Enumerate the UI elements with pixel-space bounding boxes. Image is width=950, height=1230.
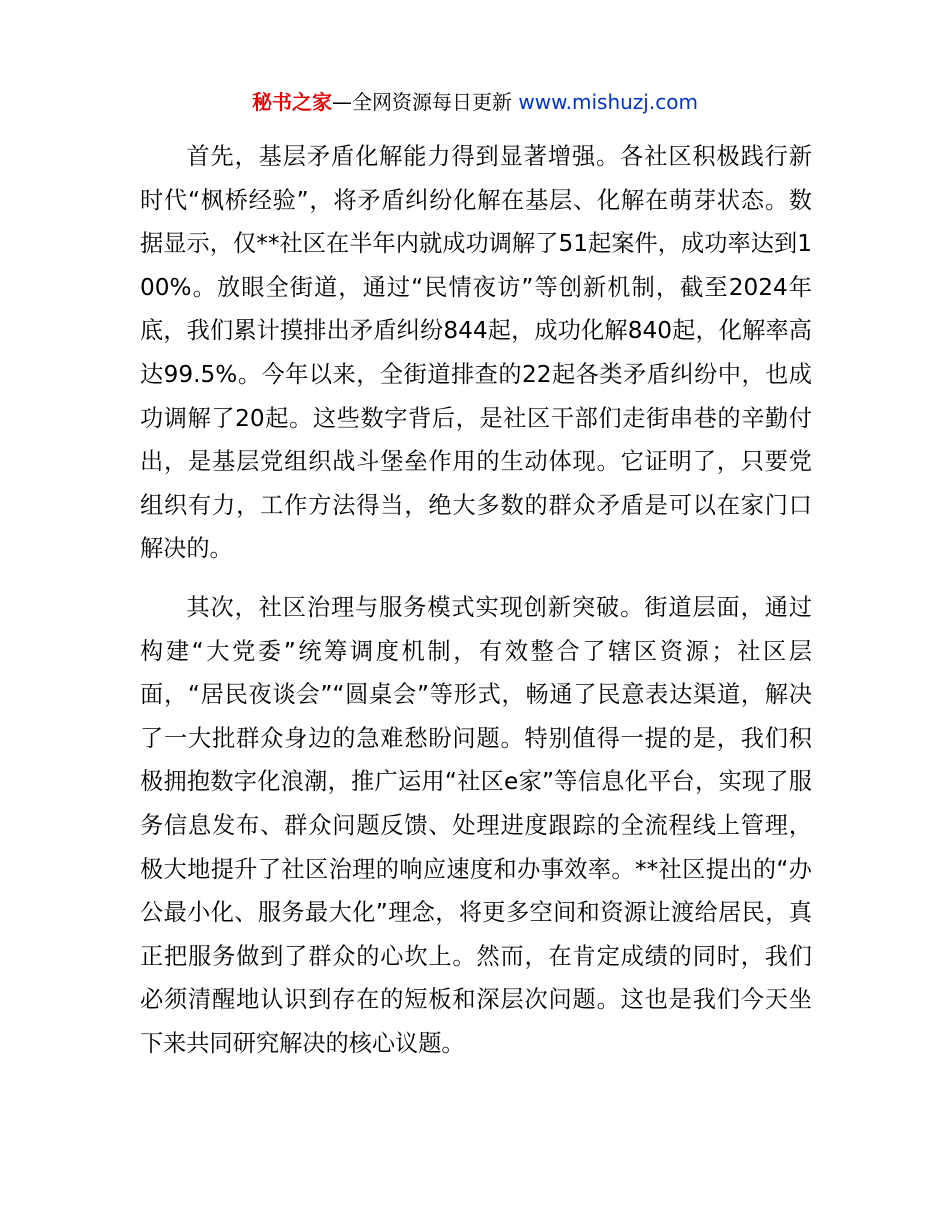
document-body <box>140 135 812 1065</box>
paragraph-1: 首先，基层矛盾化解能力得到显著增强。各社区积极践行新时代“枫桥经验”，将矛盾纠纷化解在基层、化解在萌芽状态。数据显示，仅**社区在半年内就成功调解了51起案件，成功率达到100%。放眼全街道，通过“民情夜访”等创新机制，截至2024年底，我们累计摸排出矛盾纠纷844起，成功化解840起，化解率高达99.5%。今年以来，全街道排查的22起各类矛盾纠纷中，也成功调解了20起。这些数字背后，是社区干部们走街串巷的辛勤付出，是基层党组织战斗堡垒作用的生动体现。它证明了，只要党组织有力，工作方法得当，绝大多数的群众矛盾是可以在家门口解决的。 <box>140 143 812 563</box>
brand-name: 秘书之家 <box>252 90 333 114</box>
paragraph-2: 其次，社区治理与服务模式实现创新突破。街道层面，通过构建“大党委”统筹调度机制，有效整合了辖区资源；社区层面，“居民夜谈会”“圆桌会”等形式，畅通了民意表达渠道，解决了一大批群众身边的急难愁盼问题。特别值得一提的是，我们积极拥抱数字化浪潮，推广运用“社区e家”等信息化平台，实现了服务信息发布、群众问题反馈、处理进度跟踪的全流程线上管理，极大地提升了社区治理的响应速度和办事效率。**社区提出的“办公最小化、服务最大化”理念，将更多空间和资源让渡给居民，真正把服务做到了群众的心坎上。然而，在肯定成绩的同时，我们必须清醒地认识到存在的短板和深层次问题。这也是我们今天坐下来共同研究解决的核心议题。 <box>140 593 812 1057</box>
site-url-link[interactable]: www.mishuzj.com <box>518 90 698 114</box>
site-header <box>0 86 950 118</box>
header-slogan: —全网资源每日更新 <box>332 90 519 114</box>
